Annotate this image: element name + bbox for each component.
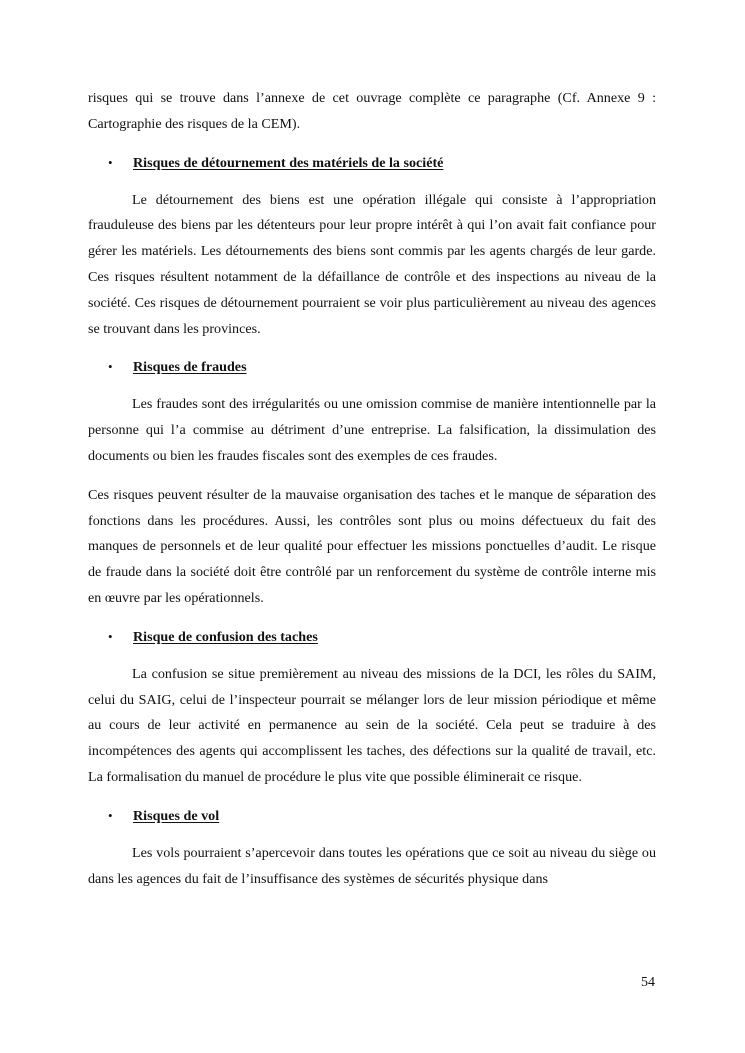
paragraph-fraudes-causes: Ces risques peuvent résulter de la mauvaise organisation des taches et le manque de séparation des fonctions dans les procédures. Aussi, les contrôles sont plus ou moins défectueux du fait des manques de personnels et de leur qualité pour effectuer les missions ponctuelles d’audit. Le risque de fraude dans la société doit être contrôlé par un renforcement du système de contrôle interne mis en œuvre par les opérationnels. (88, 486, 656, 606)
paragraph-vol: Les vols pourraient s’apercevoir dans toutes les opérations que ce soit au niveau du siège ou dans les agences du fait de l’insuffisance des systèmes de sécurités physique dans (88, 844, 656, 887)
section-heading-fraudes (88, 355, 656, 379)
paragraph-detournement: Le détournement des biens est une opération illégale qui consiste à l’appropriation frauduleuse des biens par les détenteurs pour leur propre intérêt à qui l’on avait fait confiance pour gérer les matériels. Les détournements des biens sont commis par les agents chargés de leur garde. Ces risques résultent notamment de la défaillance de contrôle et des inspections au niveau de la société. Ces risques de détournement pourraient se voir plus particulièrement au niveau des agences se trouvant dans les provinces. (88, 191, 656, 337)
section-heading-label: Risque de confusion des taches (133, 628, 318, 645)
page-number: 54 (641, 975, 655, 990)
bullet-icon: • (108, 154, 113, 170)
paragraph-confusion: La confusion se situe premièrement au niveau des missions de la DCI, les rôles du SAIM, celui du SAIG, celui de l’inspecteur pourrait se mélanger lors de leur mission périodique et même au cours de leur activité en permanence au sein de la société. Cela peut se traduire à des incompétences des agents qui accomplissent les taches, des défections sur la qualité de travail, etc. La formalisation du manuel de procédure le plus vite que possible éliminerait ce risque. (88, 665, 656, 785)
section-heading-label: Risques de détournement des matériels de la société (133, 154, 444, 171)
bullet-icon: • (108, 807, 113, 823)
section-heading-label: Risques de vol (133, 807, 220, 824)
paragraph-intro-continuation: risques qui se trouve dans l’annexe de cet ouvrage complète ce paragraphe (Cf. Annexe 9 : Cartographie des risques de la CEM). (88, 90, 656, 132)
paragraph-fraudes-definition: Les fraudes sont des irrégularités ou une omission commise de manière intentionnelle par la personne qui l’a commise au détriment d’une entreprise. La falsification, la dissimulation des documents ou bien les fraudes fiscales sont des exemples de ces fraudes. (88, 396, 656, 464)
bullet-icon: • (108, 359, 113, 375)
section-heading-label: Risques de fraudes (133, 359, 247, 376)
bullet-icon: • (108, 628, 113, 644)
section-heading-detournement (88, 151, 656, 175)
section-heading-confusion (88, 625, 656, 649)
document-page (88, 86, 656, 892)
section-heading-vol (88, 804, 656, 828)
